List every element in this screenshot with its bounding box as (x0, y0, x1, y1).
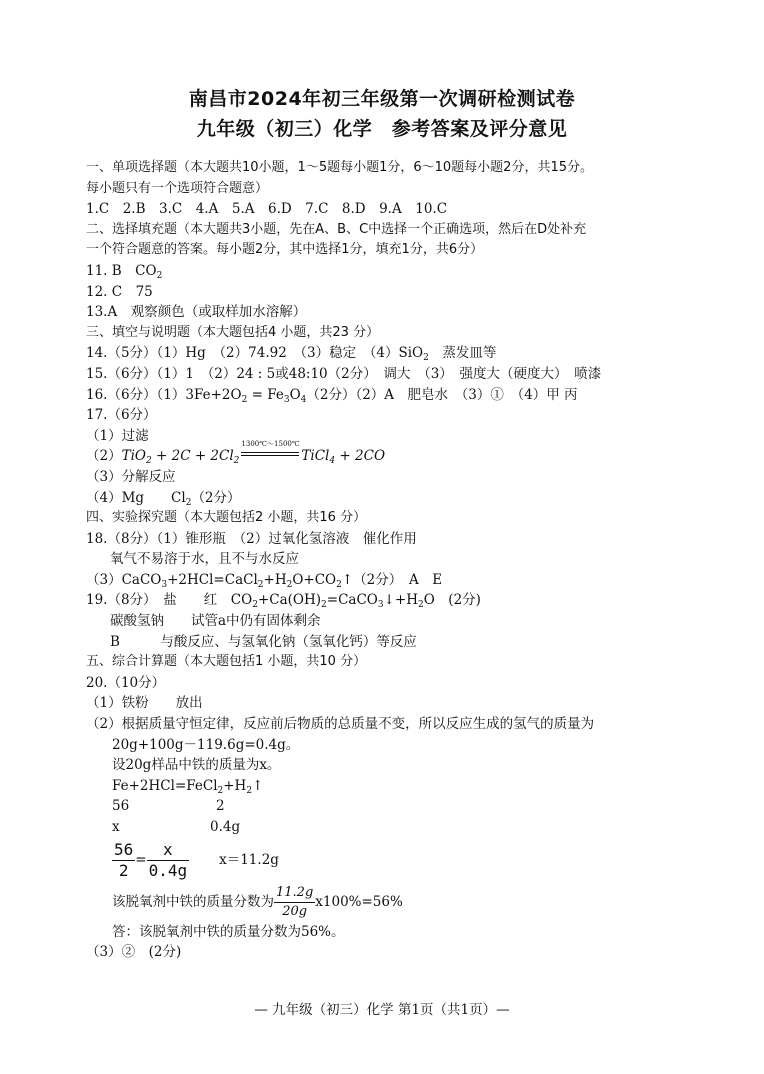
answer-q20: 20.（10分） (86, 674, 166, 691)
section-3-heading: 三、填空与说明题（本大题包括4 小题，共23 分） (86, 324, 380, 340)
answer-q17-1: （1）过滤 (86, 427, 149, 444)
section-1-answers: 1.C 2.B 3.C 4.A 5.A 6.D 7.C 8.D 9.A 10.C (86, 201, 448, 218)
answer-q20-2c: 设20g样品中铁的质量为x。 (112, 757, 281, 774)
section-1-heading-cont: 每小题只有一个选项符合题意） (86, 180, 269, 196)
answer-q18-1: 18.（8分）（1）锥形瓶 （2）过氧化氢溶液 催化作用 (86, 530, 417, 547)
answer-body (86, 158, 696, 963)
answer-q17-2: $(2)TiO_2 + 2C + 2Cl_2$ 1300℃～1500℃ TiCl$_4$ + 2CO (86, 440, 386, 467)
answer-q16: 16.（6分）$(1)3Fe+2O_2 = Fe_3O_4(2$分）（2）A 肥皂水 （3）① （4）甲 丙 (86, 386, 578, 405)
answer-q18-3: $(3)CaCO_3+2HCl=CaCl_2+H_2O+CO_2↑(2$分） A E (86, 571, 443, 590)
section-4-heading: 四、实验探究题（本大题包括2 小题，共16 分） (86, 510, 367, 526)
answer-q20-2: （2）根据质量守恒定律，反应前后物质的总质量不变，所以反应生成的氢气的质量为 (86, 716, 595, 733)
page-title: 南昌市2024年初三年级第一次调研检测试卷 (188, 88, 576, 110)
answer-q20-2b: 20g+100g－119.6g=0.4g。 (112, 736, 300, 753)
fraction-11-2g-over-20g: $\frac{11.2g}{20g}$ (276, 885, 314, 920)
section-5-heading: 五、综合计算题（本大题包括1 小题，共10 分） (86, 654, 367, 670)
answer-q19-2: 碳酸氢钠 试管a中仍有固体剩余 (110, 613, 321, 630)
page-subtitle: 九年级（初三）化学 参考答案及评分意见 (196, 118, 568, 140)
answer-q19: 19.（8分） 盐 红 $CO_2+Ca(OH)_2=CaCO_3↓+H_2O$ (2分) (86, 592, 481, 611)
fraction-x-over-0-4g: $\frac{x}{0.4g}$ (148, 840, 188, 881)
fraction-56-over-2: $\frac{56}{2}$ (114, 840, 134, 881)
answer-q20-ratio-row-1: 56 2 (112, 798, 225, 815)
section-2-heading: 二、选择填充题（本大题共3小题，先在A、B、C中选择一个正确选项，然后在D处补充 (86, 221, 587, 237)
answer-q11: 11. B $CO_2$ (86, 262, 163, 281)
answer-q17-4: （4）Mg $Cl_2(2$分） (86, 489, 241, 508)
answer-q20-percentage: 该脱氧剂中铁的质量分数为 $\frac{11.2g}{20g}$ x100%=56% (112, 885, 403, 920)
section-2-heading-cont: 一个符合题意的答案。每小题2分，其中选择1分，填充1分，共6分） (86, 242, 484, 258)
answer-q17: 17.（6分） (86, 407, 157, 424)
answer-q19-3: B 与酸反应、与氢氧化钠（氢氧化钙）等反应 (110, 633, 417, 650)
answer-q13: 13.A 观察颜色（或取样加水溶解） (86, 304, 307, 321)
answer-q20-1: （1）铁粉 放出 (86, 695, 203, 712)
answer-q20-proportion: $\frac{56}{2}$ = $\frac{x}{0.4g}$ x＝11.2g (114, 840, 279, 881)
section-1-heading: 一、单项选择题（本大题共10小题，1～5题每小题1分，6～10题每小题2分，共15分。 (86, 160, 593, 175)
answer-q20-3: （3）② (2分) (86, 944, 182, 961)
answer-q20-result: x＝11.2g (219, 852, 279, 869)
answer-q12: 12. C 75 (86, 283, 153, 300)
page-footer: — 九年级（初三）化学 第1页（共1页）— (254, 1002, 510, 1018)
reaction-condition-arrow (241, 440, 300, 459)
answer-q20-equation: $Fe+2HCl=FeCl_2+H_2↑$ (112, 777, 264, 796)
answer-q15: 15.（6分）（1）1 （2）24 : 5或48:10（2分） 调大 （3） 强度大（硬度大） 喷漆 (86, 365, 602, 382)
answer-q17-3: （3）分解反应 (86, 468, 176, 485)
answer-q20-conclusion: 答：该脱氧剂中铁的质量分数为56%。 (112, 923, 345, 940)
answer-q20-ratio-row-2: x 0.4g (112, 819, 241, 835)
answer-q14: 14.（5分）（1）Hg （2）74.92 （3）稳定 （4）SiO$_2$ 蒸发皿等 (86, 345, 497, 364)
answer-q18-2: 氧气不易溶于水，且不与水反应 (110, 551, 299, 568)
reaction-condition-text: 1300℃～1500℃ (241, 440, 300, 449)
